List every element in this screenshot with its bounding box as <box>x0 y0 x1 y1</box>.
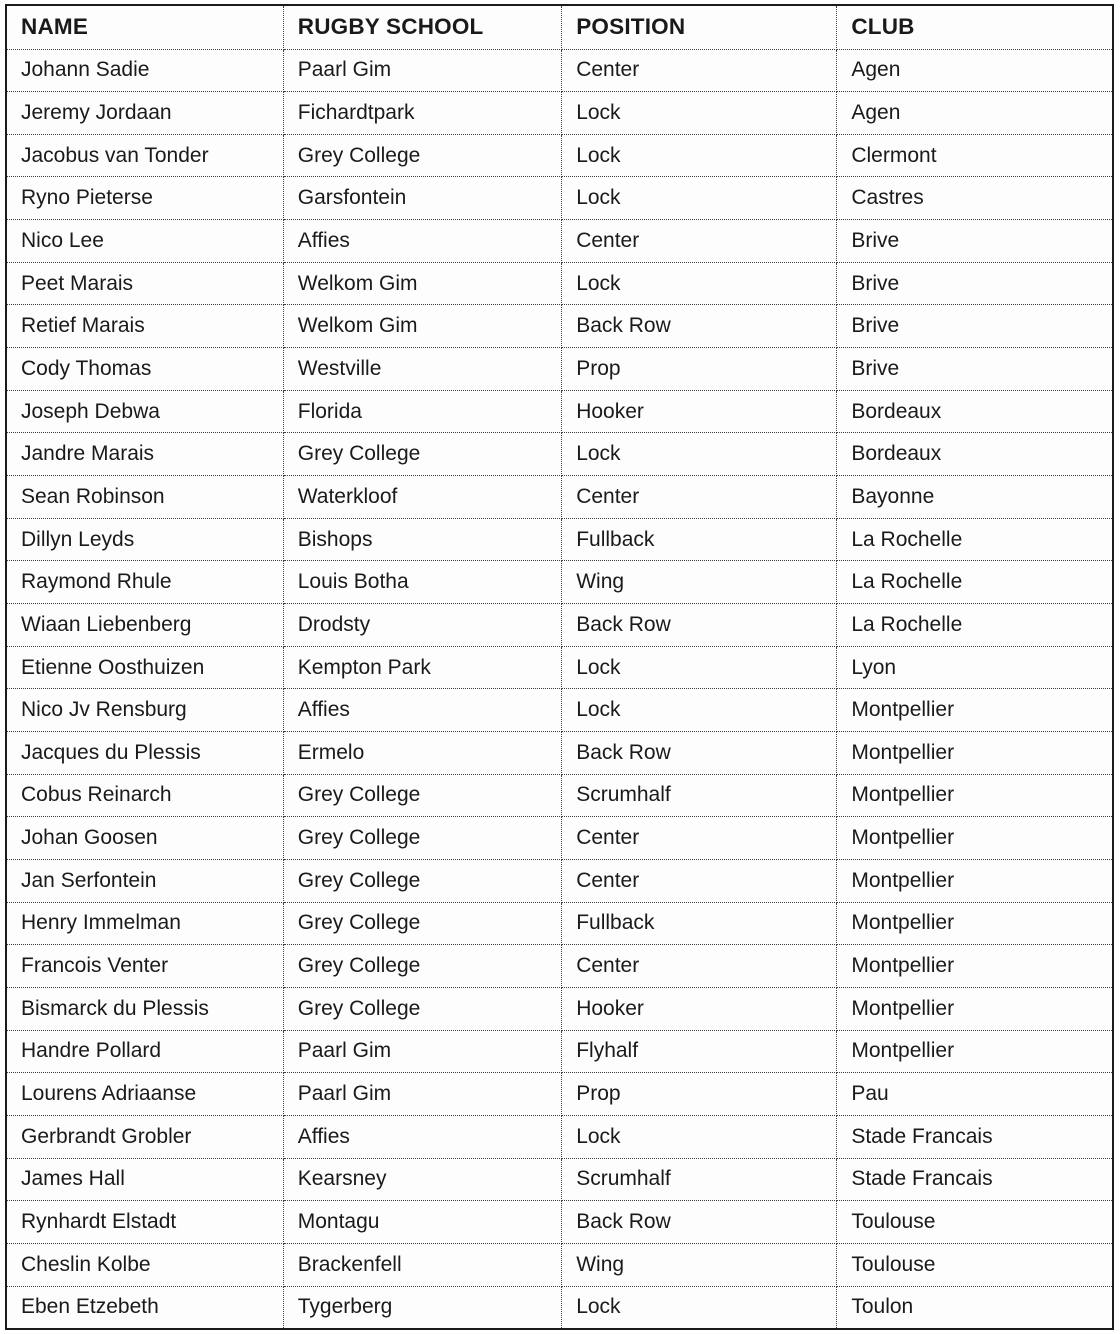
cell-school: Grey College <box>283 433 561 476</box>
cell-school: Bishops <box>283 518 561 561</box>
table-row <box>7 134 1112 177</box>
table-frame <box>5 4 1114 1330</box>
cell-school: Paarl Gim <box>283 1073 561 1116</box>
cell-position: Lock <box>562 177 837 220</box>
cell-club: Montpellier <box>837 1030 1112 1073</box>
table-row <box>7 817 1112 860</box>
table-row <box>7 476 1112 519</box>
table-row <box>7 604 1112 647</box>
cell-club: Toulon <box>837 1286 1112 1328</box>
cell-club: Montpellier <box>837 817 1112 860</box>
cell-position: Back Row <box>562 305 837 348</box>
cell-school: Ermelo <box>283 732 561 775</box>
cell-name: Rynhardt Elstadt <box>7 1201 283 1244</box>
cell-school: Grey College <box>283 134 561 177</box>
cell-school: Affies <box>283 689 561 732</box>
table-row <box>7 945 1112 988</box>
column-header-club: CLUB <box>837 6 1112 49</box>
cell-name: Jacobus van Tonder <box>7 134 283 177</box>
cell-club: Agen <box>837 92 1112 135</box>
cell-club: Agen <box>837 49 1112 92</box>
cell-school: Kearsney <box>283 1158 561 1201</box>
table-row <box>7 987 1112 1030</box>
cell-school: Louis Botha <box>283 561 561 604</box>
cell-position: Prop <box>562 348 837 391</box>
cell-position: Center <box>562 476 837 519</box>
cell-name: Handre Pollard <box>7 1030 283 1073</box>
cell-name: Retief Marais <box>7 305 283 348</box>
cell-school: Welkom Gim <box>283 262 561 305</box>
cell-position: Back Row <box>562 1201 837 1244</box>
table-row <box>7 1115 1112 1158</box>
cell-position: Wing <box>562 1243 837 1286</box>
cell-position: Fullback <box>562 902 837 945</box>
cell-name: Eben Etzebeth <box>7 1286 283 1328</box>
cell-club: La Rochelle <box>837 561 1112 604</box>
cell-position: Lock <box>562 433 837 476</box>
cell-position: Center <box>562 945 837 988</box>
cell-school: Florida <box>283 390 561 433</box>
cell-position: Flyhalf <box>562 1030 837 1073</box>
cell-name: Jeremy Jordaan <box>7 92 283 135</box>
table-row <box>7 518 1112 561</box>
table-row <box>7 305 1112 348</box>
cell-school: Affies <box>283 1115 561 1158</box>
cell-club: Stade Francais <box>837 1115 1112 1158</box>
cell-name: Cody Thomas <box>7 348 283 391</box>
cell-school: Waterkloof <box>283 476 561 519</box>
column-header-position: POSITION <box>562 6 837 49</box>
table-row <box>7 92 1112 135</box>
cell-club: La Rochelle <box>837 518 1112 561</box>
cell-school: Grey College <box>283 774 561 817</box>
cell-club: Montpellier <box>837 987 1112 1030</box>
column-header-name: NAME <box>7 6 283 49</box>
cell-name: Joseph Debwa <box>7 390 283 433</box>
cell-club: Pau <box>837 1073 1112 1116</box>
cell-position: Center <box>562 220 837 263</box>
table-row <box>7 902 1112 945</box>
table-row <box>7 689 1112 732</box>
cell-school: Kempton Park <box>283 646 561 689</box>
cell-club: Bayonne <box>837 476 1112 519</box>
cell-name: Gerbrandt Grobler <box>7 1115 283 1158</box>
cell-position: Lock <box>562 262 837 305</box>
cell-name: Dillyn Leyds <box>7 518 283 561</box>
cell-club: Clermont <box>837 134 1112 177</box>
cell-school: Paarl Gim <box>283 49 561 92</box>
cell-club: Castres <box>837 177 1112 220</box>
table-row <box>7 774 1112 817</box>
cell-position: Hooker <box>562 987 837 1030</box>
cell-name: Ryno Pieterse <box>7 177 283 220</box>
cell-name: Sean Robinson <box>7 476 283 519</box>
cell-school: Grey College <box>283 859 561 902</box>
cell-position: Fullback <box>562 518 837 561</box>
table-row <box>7 262 1112 305</box>
cell-name: Nico Lee <box>7 220 283 263</box>
cell-position: Lock <box>562 92 837 135</box>
cell-school: Drodsty <box>283 604 561 647</box>
cell-position: Lock <box>562 689 837 732</box>
cell-name: Jandre Marais <box>7 433 283 476</box>
cell-name: Raymond Rhule <box>7 561 283 604</box>
cell-name: Etienne Oosthuizen <box>7 646 283 689</box>
cell-name: Bismarck du Plessis <box>7 987 283 1030</box>
cell-name: James Hall <box>7 1158 283 1201</box>
cell-position: Center <box>562 817 837 860</box>
cell-club: Bordeaux <box>837 390 1112 433</box>
cell-position: Lock <box>562 134 837 177</box>
table-row <box>7 732 1112 775</box>
cell-club: Montpellier <box>837 689 1112 732</box>
cell-school: Garsfontein <box>283 177 561 220</box>
cell-club: Toulouse <box>837 1243 1112 1286</box>
cell-club: Montpellier <box>837 945 1112 988</box>
cell-club: Brive <box>837 305 1112 348</box>
cell-name: Peet Marais <box>7 262 283 305</box>
cell-club: La Rochelle <box>837 604 1112 647</box>
cell-position: Back Row <box>562 604 837 647</box>
cell-position: Lock <box>562 1115 837 1158</box>
cell-name: Wiaan Liebenberg <box>7 604 283 647</box>
cell-school: Grey College <box>283 945 561 988</box>
cell-club: Brive <box>837 348 1112 391</box>
cell-club: Bordeaux <box>837 433 1112 476</box>
cell-position: Lock <box>562 646 837 689</box>
cell-position: Back Row <box>562 732 837 775</box>
cell-school: Grey College <box>283 987 561 1030</box>
table-row <box>7 859 1112 902</box>
cell-position: Lock <box>562 1286 837 1328</box>
table-row <box>7 220 1112 263</box>
table-row <box>7 1201 1112 1244</box>
column-header-school: RUGBY SCHOOL <box>283 6 561 49</box>
cell-position: Scrumhalf <box>562 1158 837 1201</box>
cell-school: Brackenfell <box>283 1243 561 1286</box>
table-row <box>7 433 1112 476</box>
cell-name: Johan Goosen <box>7 817 283 860</box>
cell-name: Johann Sadie <box>7 49 283 92</box>
table-row <box>7 348 1112 391</box>
table-row <box>7 1286 1112 1328</box>
cell-club: Montpellier <box>837 859 1112 902</box>
table-row <box>7 390 1112 433</box>
players-table <box>7 6 1112 1328</box>
cell-club: Montpellier <box>837 902 1112 945</box>
cell-school: Welkom Gim <box>283 305 561 348</box>
cell-club: Brive <box>837 262 1112 305</box>
cell-school: Grey College <box>283 817 561 860</box>
cell-name: Jacques du Plessis <box>7 732 283 775</box>
cell-name: Cobus Reinarch <box>7 774 283 817</box>
cell-name: Nico Jv Rensburg <box>7 689 283 732</box>
table-row <box>7 49 1112 92</box>
cell-position: Center <box>562 49 837 92</box>
table-row <box>7 1243 1112 1286</box>
cell-position: Hooker <box>562 390 837 433</box>
cell-position: Scrumhalf <box>562 774 837 817</box>
cell-name: Cheslin Kolbe <box>7 1243 283 1286</box>
table-row <box>7 646 1112 689</box>
cell-school: Fichardtpark <box>283 92 561 135</box>
cell-school: Westville <box>283 348 561 391</box>
table-row <box>7 561 1112 604</box>
cell-club: Stade Francais <box>837 1158 1112 1201</box>
cell-name: Francois Venter <box>7 945 283 988</box>
cell-school: Affies <box>283 220 561 263</box>
cell-name: Lourens Adriaanse <box>7 1073 283 1116</box>
cell-school: Montagu <box>283 1201 561 1244</box>
cell-position: Center <box>562 859 837 902</box>
table-row <box>7 1158 1112 1201</box>
cell-school: Grey College <box>283 902 561 945</box>
cell-position: Prop <box>562 1073 837 1116</box>
table-row <box>7 1030 1112 1073</box>
cell-position: Wing <box>562 561 837 604</box>
header-row <box>7 6 1112 49</box>
table-row <box>7 177 1112 220</box>
cell-club: Montpellier <box>837 774 1112 817</box>
cell-name: Henry Immelman <box>7 902 283 945</box>
cell-club: Montpellier <box>837 732 1112 775</box>
cell-club: Lyon <box>837 646 1112 689</box>
cell-name: Jan Serfontein <box>7 859 283 902</box>
table-row <box>7 1073 1112 1116</box>
cell-club: Toulouse <box>837 1201 1112 1244</box>
cell-school: Paarl Gim <box>283 1030 561 1073</box>
cell-school: Tygerberg <box>283 1286 561 1328</box>
cell-club: Brive <box>837 220 1112 263</box>
